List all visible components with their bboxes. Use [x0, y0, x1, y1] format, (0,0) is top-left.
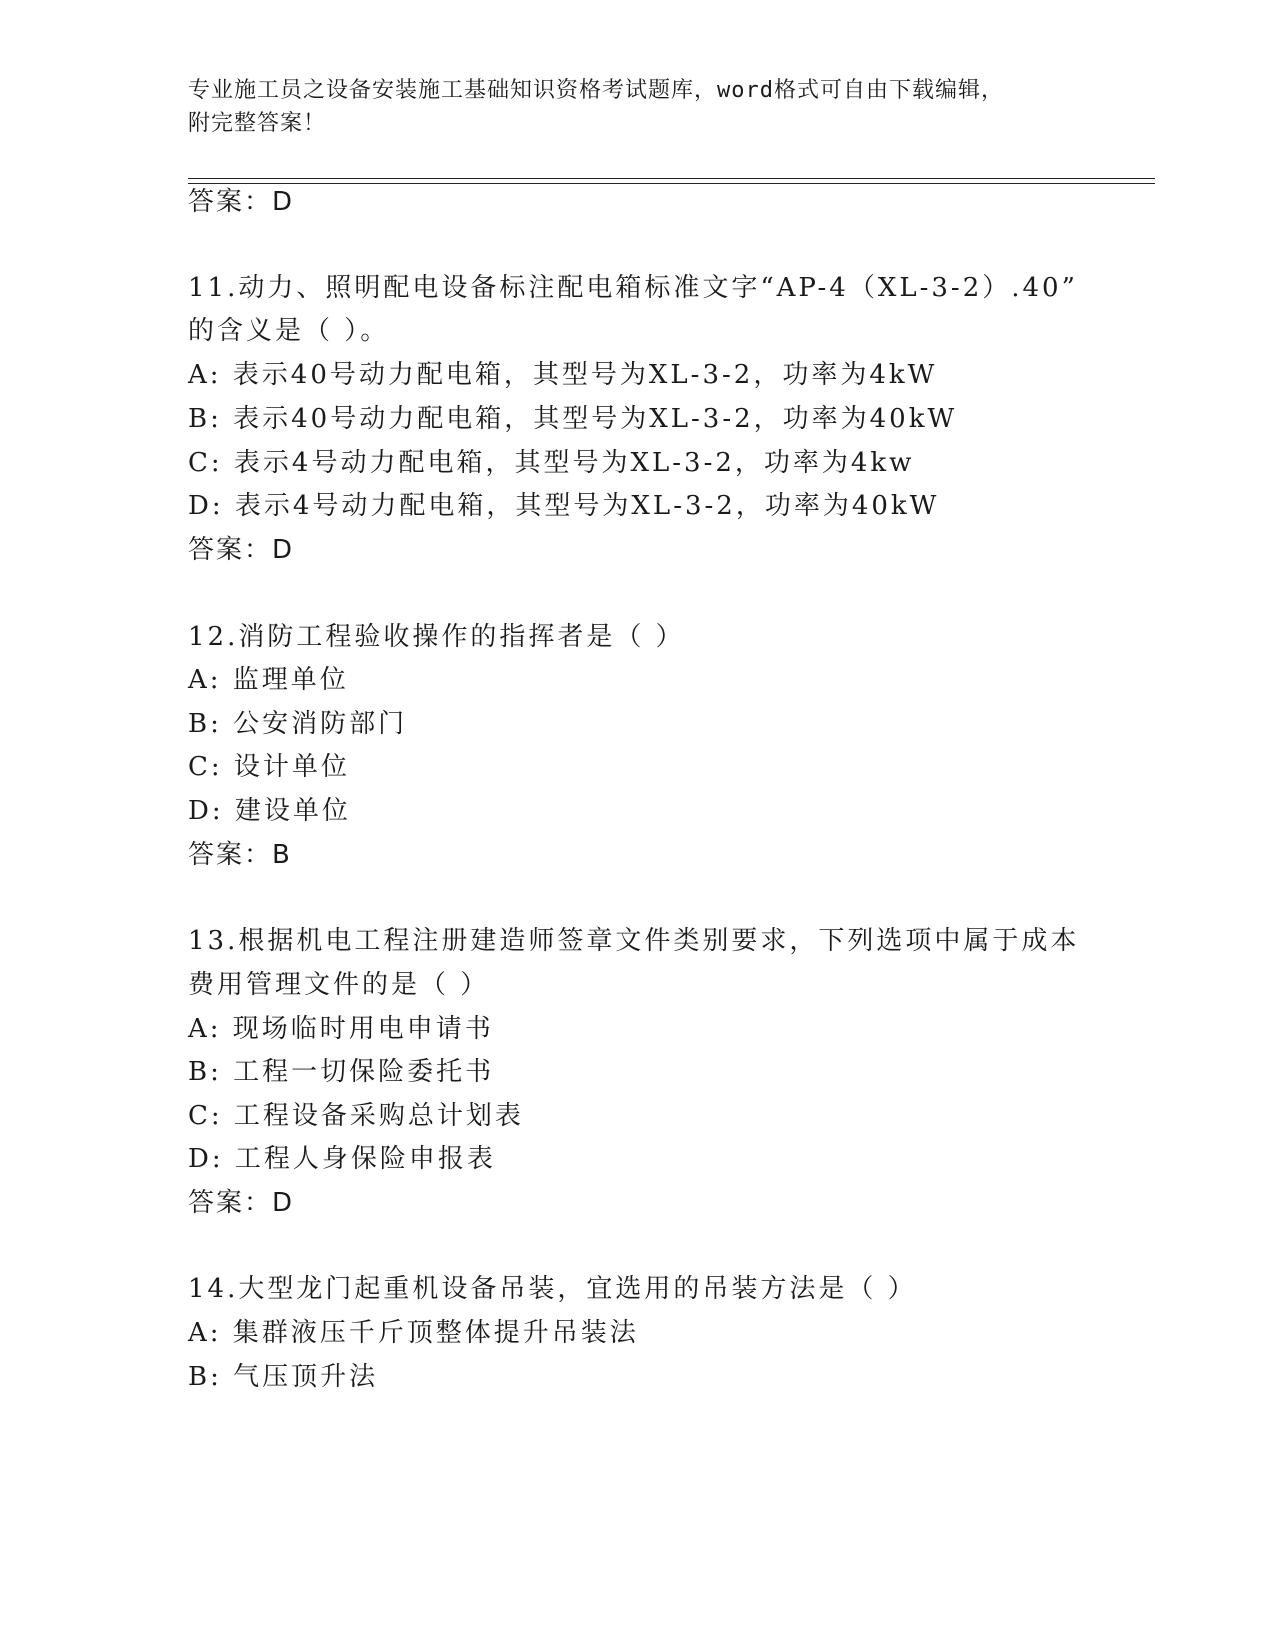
question-13-answer: 答案：D	[188, 1188, 295, 1218]
question-13-option-b: B: 工程一切保险委托书	[188, 1057, 495, 1087]
question-11-option-b: B: 表示40号动力配电箱，其型号为XL-3-2，功率为40kW	[188, 404, 958, 434]
header-divider-bottom	[188, 183, 1155, 184]
question-13-option-d: D: 工程人身保险申报表	[188, 1144, 496, 1174]
answer-line: 答案：D	[188, 187, 295, 217]
question-12-answer: 答案：B	[188, 840, 292, 870]
question-11-option-c: C: 表示4号动力配电箱，其型号为XL-3-2，功率为4kw	[188, 448, 915, 478]
question-11-answer: 答案：D	[188, 535, 295, 565]
question-11-stem-line-1: 11.动力、照明配电设备标注配电箱标准文字“AP-4（XL-3-2）.40”	[188, 273, 1078, 303]
question-11-stem-line-2: 的含义是（ ）。	[188, 316, 390, 346]
question-12-option-a: A: 监理单位	[188, 665, 349, 695]
question-11-option-a: A: 表示40号动力配电箱，其型号为XL-3-2，功率为4kW	[188, 360, 938, 390]
question-13-stem-line-2: 费用管理文件的是（ ）	[188, 970, 490, 1000]
question-14-stem-line-1: 14.大型龙门起重机设备吊装，宜选用的吊装方法是（ ）	[188, 1274, 917, 1304]
page-header	[188, 74, 1078, 140]
question-13-stem-line-1: 13.根据机电工程注册建造师签章文件类别要求，下列选项中属于成本	[188, 926, 1080, 956]
question-14-option-b: B: 气压顶升法	[188, 1362, 379, 1392]
question-12-stem-line-1: 12.消防工程验收操作的指挥者是（ ）	[188, 622, 685, 652]
question-12-option-c: C: 设计单位	[188, 752, 350, 782]
header-line-2: 附完整答案！	[188, 111, 327, 136]
header-line-1: 专业施工员之设备安装施工基础知识资格考试题库，word格式可自由下载编辑，	[188, 78, 1004, 103]
question-13-option-c: C: 工程设备采购总计划表	[188, 1101, 524, 1131]
header-divider-top	[188, 178, 1155, 179]
question-12-option-d: D: 建设单位	[188, 796, 351, 826]
question-13-option-a: A: 现场临时用电申请书	[188, 1014, 494, 1044]
question-11-option-d: D: 表示4号动力配电箱，其型号为XL-3-2，功率为40kW	[188, 491, 940, 521]
question-12-option-b: B: 公安消防部门	[188, 709, 408, 739]
question-14-option-a: A: 集群液压千斤顶整体提升吊装法	[188, 1318, 639, 1348]
